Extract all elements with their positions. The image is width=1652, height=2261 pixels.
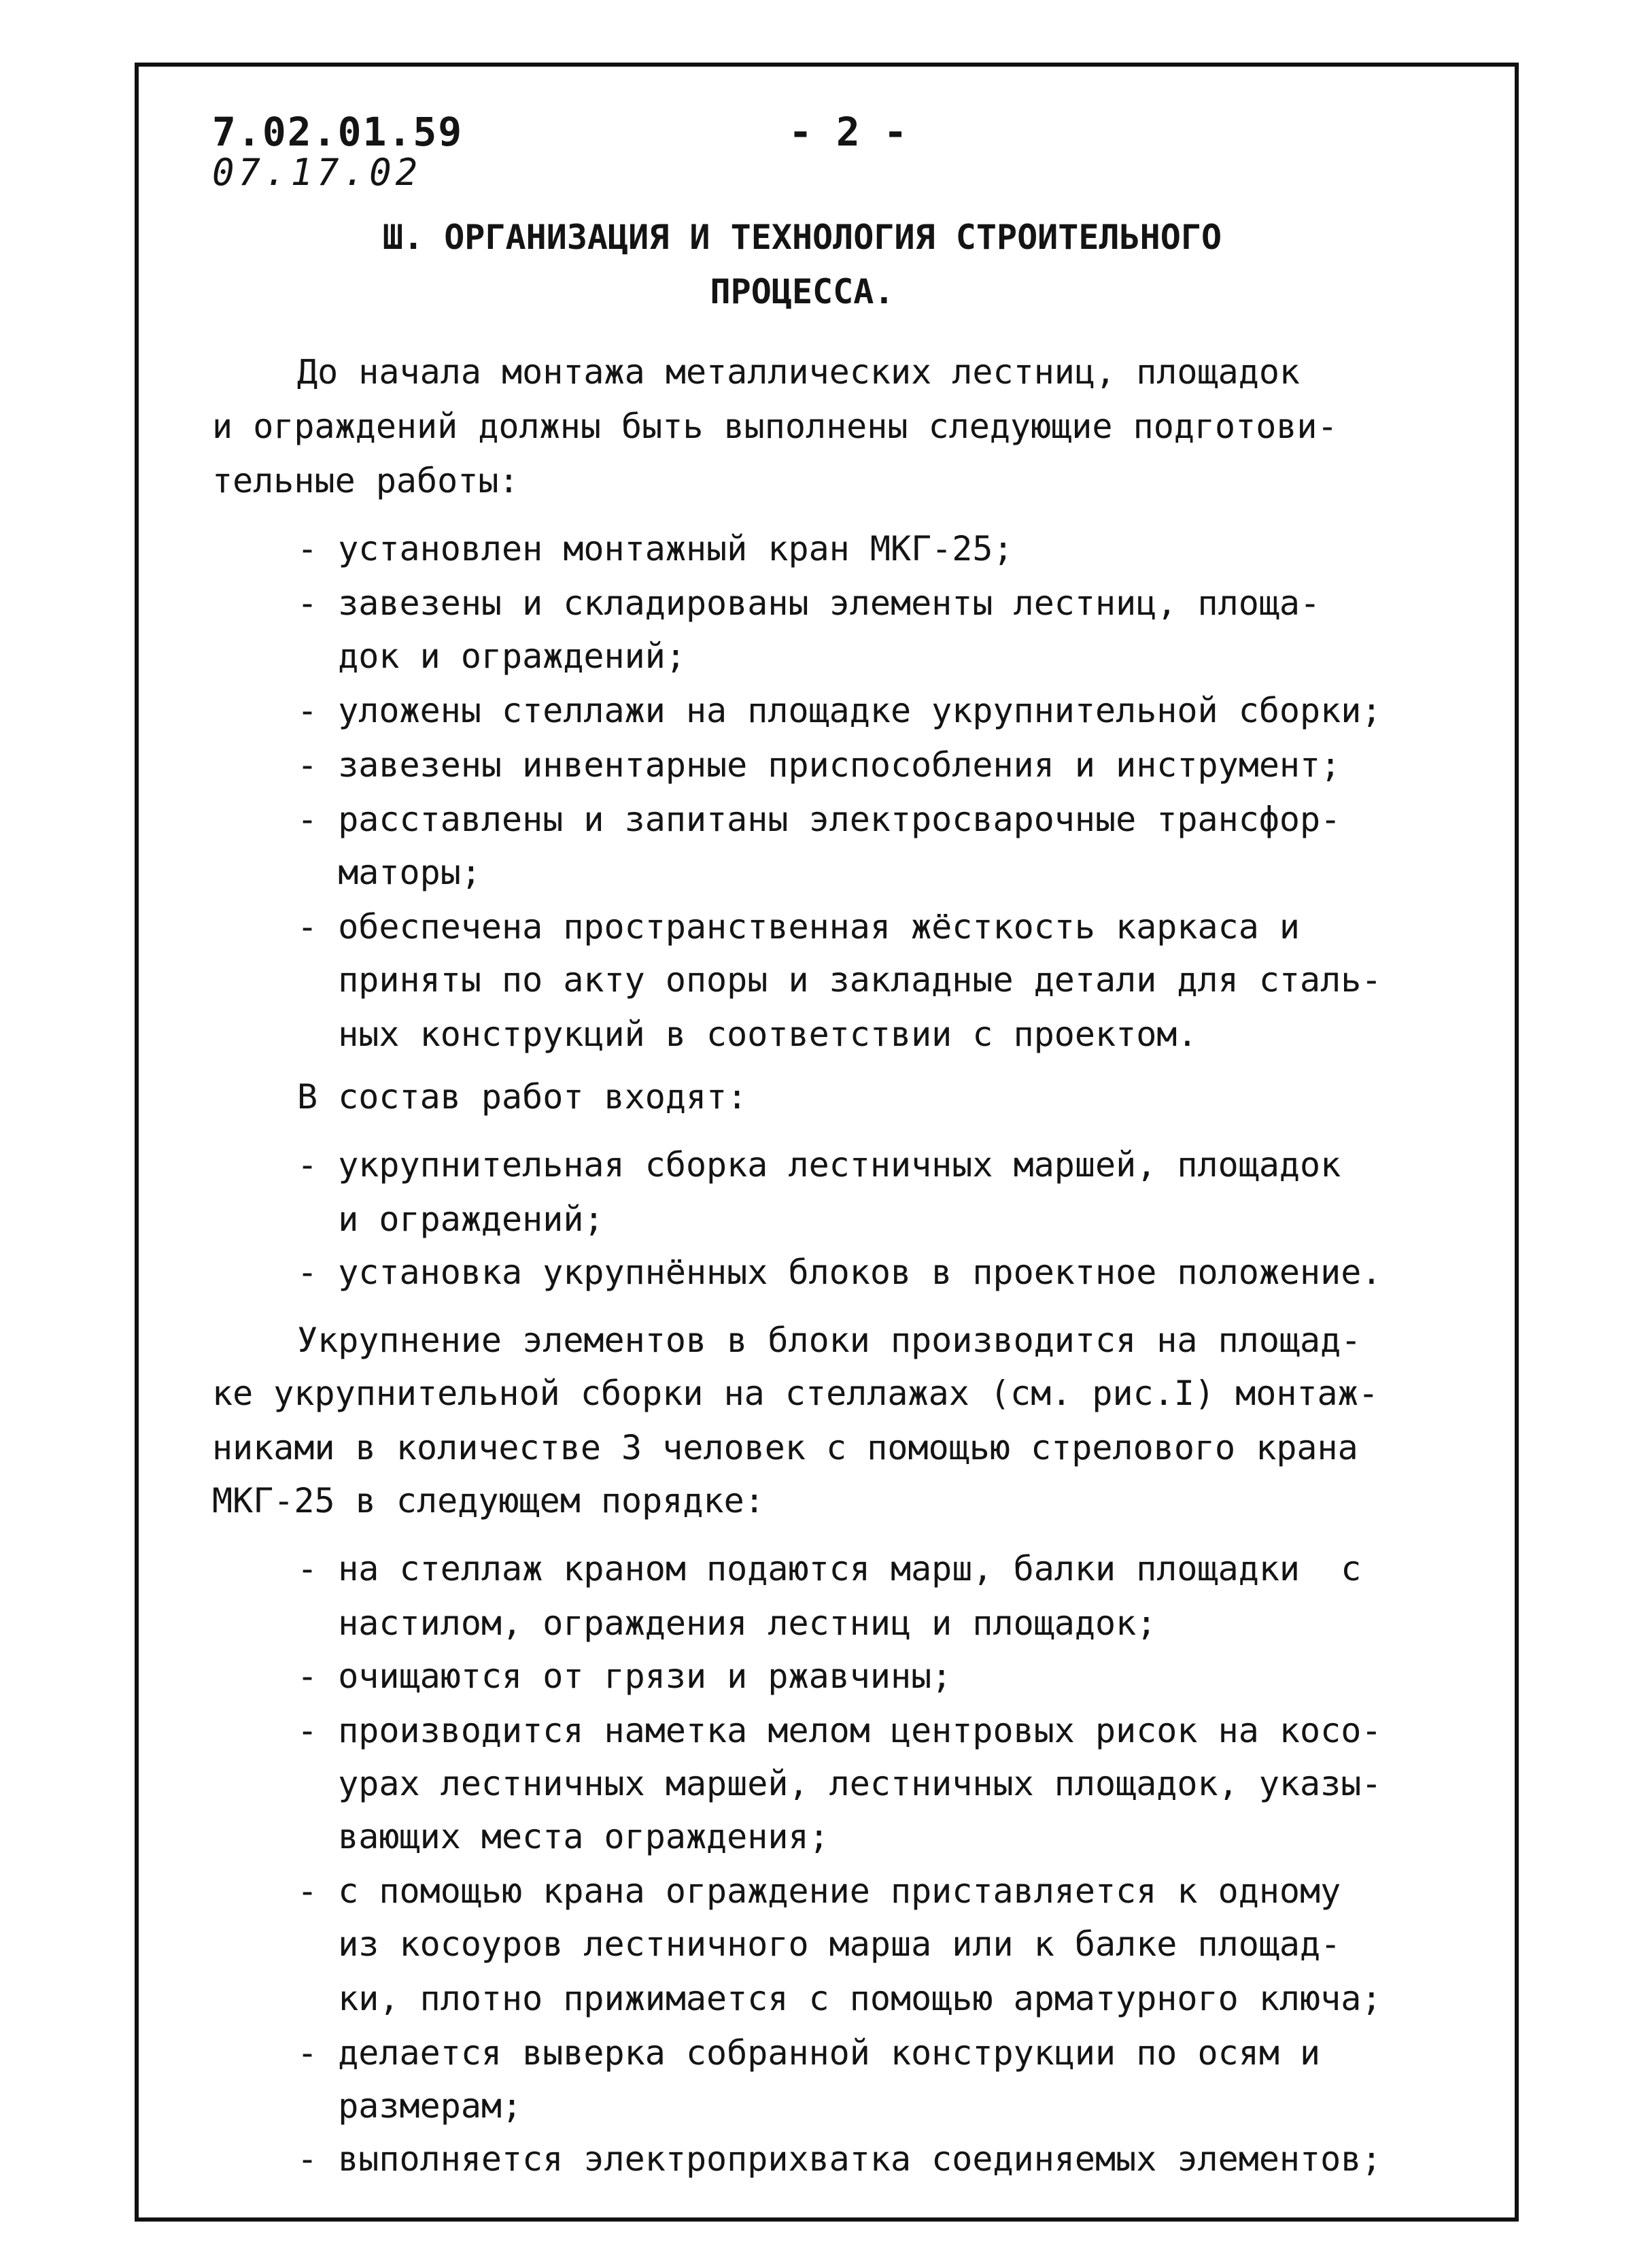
document-code: 7.02.01.59 (212, 109, 464, 155)
body-line: МКГ-25 в следующем порядке: (212, 1481, 765, 1520)
body-line: - установка укрупнённых блоков в проектное положение. (297, 1253, 1382, 1292)
body-line: из косоуров лестничного марша или к балке площад- (297, 1924, 1341, 1964)
body-line: приняты по акту опоры и закладные детали для сталь- (297, 960, 1382, 1000)
body-line: урах лестничных маршей, лестничных площадок, указы- (297, 1764, 1382, 1803)
body-line: ке укрупнительной сборки на стеллажах (см. рис.I) монтаж- (212, 1374, 1379, 1413)
body-line: никами в количестве 3 человек с помощью стрелового крана (212, 1428, 1358, 1467)
body-line: - завезены инвентарные приспособления и инструмент; (297, 745, 1341, 785)
body-line: ных конструкций в соответствии с проектом. (297, 1015, 1198, 1054)
body-line: Укрупнение элементов в блоки производится на площад- (297, 1321, 1362, 1360)
body-line: вающих места ограждения; (297, 1817, 829, 1856)
body-line: - укрупнительная сборка лестничных маршей, площадок (297, 1145, 1341, 1185)
body-line: - уложены стеллажи на площадке укрупнительной сборки; (297, 691, 1382, 730)
body-line: - обеспечена пространственная жёсткость каркаса и (297, 907, 1301, 947)
body-line: - делается выверка собранной конструкции по осям и (297, 2033, 1321, 2073)
body-line: - расставлены и запитаны электросварочные трансфор- (297, 800, 1341, 839)
section-title-line-1: Ш. ОРГАНИЗАЦИЯ И ТЕХНОЛОГИЯ СТРОИТЕЛЬНОГО (382, 218, 1222, 257)
body-line: - завезены и складированы элементы лестниц, площа- (297, 583, 1321, 623)
body-line: - производится наметка мелом центровых рисок на косо- (297, 1711, 1382, 1750)
section-title-line-2: ПРОЦЕССА. (710, 272, 895, 311)
body-line: - на стеллаж краном подаются марш, балки площадки с (297, 1549, 1362, 1588)
body-line: маторы; (297, 853, 481, 892)
body-line: настилом, ограждения лестниц и площадок; (297, 1603, 1157, 1643)
body-line: ки, плотно прижимается с помощью арматурного ключа; (297, 1979, 1382, 2018)
body-line: - с помощью крана ограждение приставляется к одному (297, 1871, 1341, 1911)
body-line: тельные работы: (212, 461, 519, 500)
body-line: размерам; (297, 2086, 523, 2126)
body-line: и ограждений должны быть выполнены следующие подготови- (212, 407, 1338, 446)
body-line: В состав работ входят: (297, 1077, 748, 1117)
handwritten-code: 07.17.02 (212, 151, 422, 194)
body-line: - выполняется электроприхватка соединяемых элементов; (297, 2139, 1382, 2179)
body-line: и ограждений; (297, 1200, 604, 1239)
body-line: - установлен монтажный кран МКГ-25; (297, 529, 1014, 568)
body-line: - очищаются от грязи и ржавчины; (297, 1656, 952, 1696)
body-line: До начала монтажа металлических лестниц, площадок (297, 352, 1301, 392)
body-line: док и ограждений; (297, 636, 686, 676)
page-number: - 2 - (789, 109, 908, 155)
